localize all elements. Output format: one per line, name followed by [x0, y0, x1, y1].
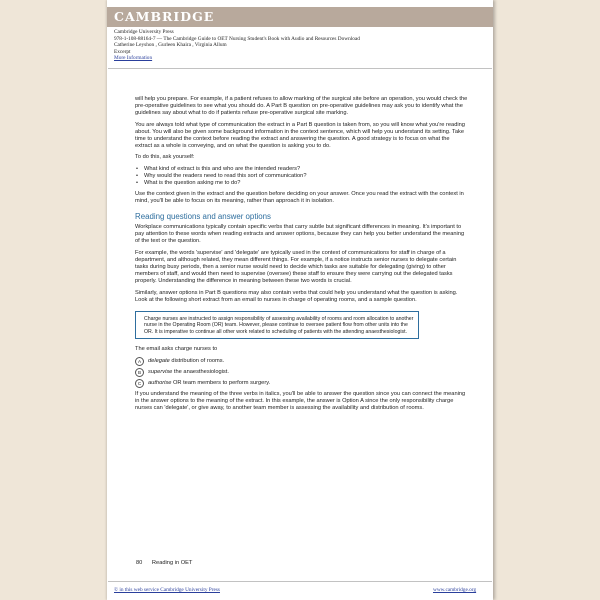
cambridge-logo: CAMBRIDGE [114, 9, 215, 24]
answer-option [135, 358, 468, 365]
option-letter: B [135, 368, 144, 377]
option-text: distribution of rooms. [169, 357, 225, 364]
answer-option [135, 380, 468, 387]
option-letter: C [135, 379, 144, 388]
publisher-name: Cambridge University Press [114, 29, 174, 35]
question-list [135, 166, 468, 187]
excerpt-label: Excerpt [114, 48, 131, 55]
option-verb: supervise [148, 368, 173, 375]
paragraph: To do this, ask yourself: [135, 154, 195, 161]
authors: Catherine Leyshon , Gurleen Khaira , Virginia Allum [114, 42, 227, 49]
answer-option [135, 369, 468, 376]
section-heading: Reading questions and answer options [135, 212, 271, 222]
page-number: 80 [136, 560, 143, 566]
header-divider [108, 68, 492, 69]
list-item: • What kind of extract is this and who are the intended readers? [135, 166, 468, 173]
question-stem: The email asks charge nurses to [135, 346, 218, 353]
more-information-link[interactable]: More Information [114, 55, 153, 62]
paragraph: Workplace communications typically contain specific verbs that carry subtle but significant differences in meaning. It's important to pay attention to these words when reading extracts and answer options, because they can help you better understand the meaning of the text or the question. [135, 224, 465, 245]
isbn-title: 978-1-108-88164-7 — The Cambridge Guide to OET Nursing Student's Book with Audio and Resources Download [114, 35, 360, 42]
option-verb: authorise [148, 379, 172, 386]
list-item: • What is the question asking me to do? [135, 180, 468, 187]
footer-divider [108, 581, 492, 582]
email-extract-box: Charge nurses are instructed to assign responsibility of assessing availability of rooms and room allocation to another nurse in the Operating Room (OR) team. However, please continue to oversee patient flow from other units into the OR. It is imperative to continue all other work related to scheduling of patients with the attending anaesthesiologist. [135, 311, 419, 340]
paragraph: For example, the words 'supervise' and 'delegate' are typically used in the context of communications for staff in charge of a department, and although related, they mean different things. For example, if a notice instructs senior nurses to delegate certain tasks during busy periods, then a senior nurse would need to decide which tasks are suitable for delegating (giving) to other members of staff, and would then need to supervise (oversee) these staff to ensure they were carrying out the delegated tasks properly. Understanding the difference in meaning between these two words is crucial. [135, 249, 457, 284]
website-link[interactable]: www.cambridge.org [433, 587, 477, 593]
page-footer [136, 560, 192, 566]
section-name: Reading in OET [151, 560, 193, 566]
option-text: the anaesthesiologist. [172, 368, 229, 375]
paragraph: Similarly, answer options in Part B questions may also contain verbs that could help you understand what the question is asking. Look at the following short extract from an email to nurses in charge of operating rooms, and a sample question. [135, 289, 458, 303]
list-item: • Why would the readers need to read this sort of communication? [135, 173, 468, 180]
book-metadata [114, 29, 360, 62]
paragraph: will help you prepare. For example, if a patient refuses to allow marking of the surgical site before an operation, you would check the pre-operative guidelines to see what you should do. A Part B question on pre-operative guidelines may ask you to identify what the guidelines say about what to do if patients refuse pre-operative surgical site marking. [135, 96, 468, 116]
copyright-link[interactable]: © in this web service Cambridge University Press [114, 587, 220, 593]
paragraph: If you understand the meaning of the three verbs in italics, you'll be able to answer the question since you can connect the meaning in the answer options to the meaning of the extract. In this example, the answer is Option A since the only responsibility charge nurses can 'delegate', or give away, to another team member is assessing the availability and distribution of rooms. [135, 390, 466, 411]
paragraph: You are always told what type of communication the extract in a Part B question is taken from, so you will know what you're reading about. You will also be given some background information in the context sentence, which will help you understand its setting. Take time to understand the context before reading the extract and answering the question. A good strategy is to focus on what the extract as a whole is conveying, and on what the question is asking you to do. [135, 121, 465, 149]
paragraph: Use the context given in the extract and the question before deciding on your answer. Once you read the extract with the context in mind, you'll be able to focus on its meaning, rather than approach it in isolation. [135, 191, 464, 205]
page-body [135, 96, 468, 417]
option-letter: A [135, 357, 144, 366]
option-text: OR team members to perform surgery. [171, 379, 271, 386]
option-verb: delegate [148, 357, 170, 364]
